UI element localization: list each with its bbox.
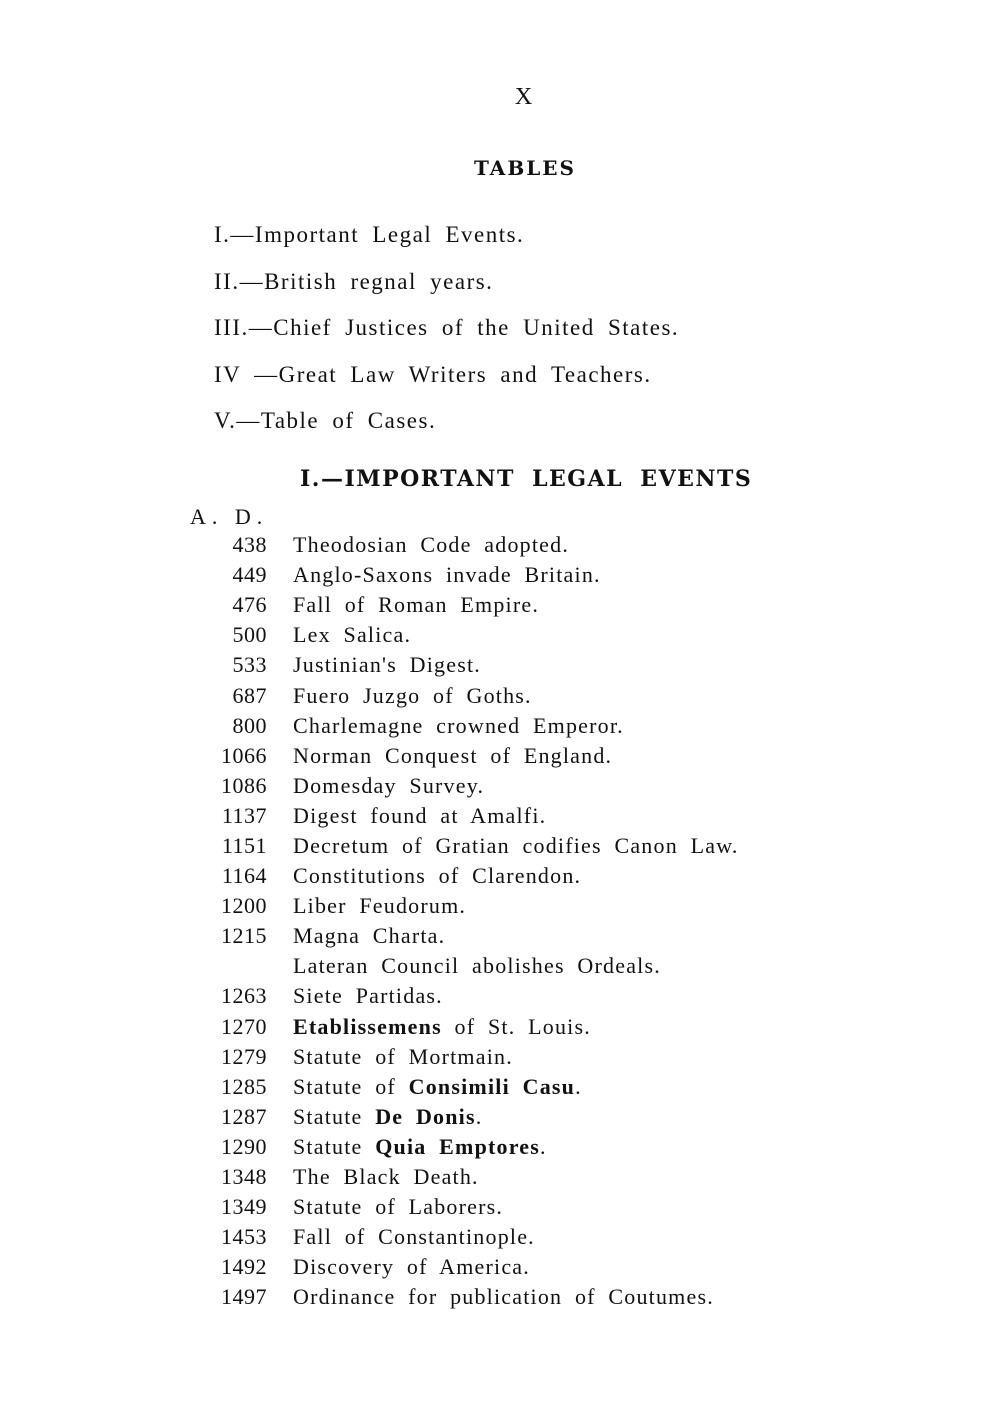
event-year: 1151 [221,832,267,858]
event-text-pre: Statute [293,1133,376,1159]
event-row [180,530,980,560]
event-row [180,891,980,921]
event-text [293,1134,547,1160]
event-row [180,981,980,1011]
era-label: A. D. [190,504,269,529]
event-text: Discovery of America. [293,1254,530,1280]
event-text: Fuero Juzgo of Goths. [293,682,532,708]
event-year: 1348 [221,1164,267,1190]
event-row [180,1042,980,1072]
event-text: Charlemagne crowned Emperor. [293,712,624,738]
event-row [180,1072,980,1102]
tables-heading: TABLES [474,156,576,180]
event-text: Justinian's Digest. [293,652,481,678]
event-row [180,1132,980,1162]
tables-list-item: IV —Great Law Writers and Teachers. [214,361,652,387]
event-text: Anglo-Saxons invade Britain. [293,562,601,588]
event-text-post: . [540,1133,547,1159]
event-row [180,741,980,771]
event-year: 1349 [221,1194,267,1220]
event-text: Ordinance for publication of Coutumes. [293,1284,714,1310]
event-text-post: . [475,1103,483,1129]
event-row [180,560,980,590]
event-text-emphasis: Etablissemens [293,1013,442,1039]
event-row [180,1102,980,1132]
event-text-post: . [575,1073,582,1099]
event-row [180,1012,980,1042]
event-text: Lex Salica. [293,622,412,648]
event-year: 1453 [221,1224,267,1250]
event-text-post: of St. Louis. [441,1013,591,1039]
event-year: 1200 [221,893,267,919]
event-text: Decretum of Gratian codifies Canon Law. [293,832,739,858]
event-text [293,1104,482,1130]
event-text [293,1074,582,1100]
event-text-emphasis: De Donis [375,1103,476,1129]
event-year: 1290 [221,1133,267,1159]
event-row [180,861,980,891]
event-text: Statute of Laborers. [293,1194,504,1220]
event-year: 500 [232,622,267,648]
tables-list-item: V.—Table of Cases. [214,408,437,433]
event-text: Domesday Survey. [293,772,485,798]
event-year: 449 [232,562,267,588]
event-year: 800 [232,712,267,738]
event-year: 1497 [221,1284,267,1310]
event-text: Theodosian Code adopted. [293,532,570,558]
event-row [180,1252,980,1282]
event-row [180,1222,980,1252]
event-text: Magna Charta. [293,923,446,949]
event-year: 1285 [221,1073,267,1099]
event-row [180,590,980,620]
event-year: 1263 [221,983,267,1009]
event-year: 1137 [221,802,267,828]
event-row [180,1162,980,1192]
event-text: Liber Feudorum. [293,893,467,919]
event-text-emphasis: Consimili Casu [408,1073,576,1099]
event-row [180,921,980,951]
event-text-pre: Statute [293,1103,376,1129]
event-text-pre: Statute of [293,1073,409,1099]
event-text: Fall of Roman Empire. [293,592,540,618]
event-text: Digest found at Amalfi. [293,802,547,828]
event-text: Siete Partidas. [293,983,443,1009]
event-text [293,1014,591,1040]
event-year: 1287 [221,1103,267,1129]
event-year: 1270 [221,1013,267,1039]
event-row [180,620,980,650]
event-text: Constitutions of Clarendon. [293,863,582,889]
event-year: 687 [232,682,267,708]
event-text-emphasis: Quia Emptores [375,1133,541,1159]
event-row [180,831,980,861]
event-text: The Black Death. [293,1164,479,1190]
event-row [180,951,980,981]
event-row [180,650,980,680]
event-year: 476 [232,592,267,618]
tables-list [214,222,679,455]
event-text: Fall of Constantinople. [293,1224,535,1250]
events-list [180,530,980,1312]
event-year: 438 [232,532,267,558]
event-year: 1066 [221,742,267,768]
tables-list-item: II.—British regnal years. [214,268,494,294]
event-row [180,711,980,741]
tables-list-item: III.—Chief Justices of the United States. [214,315,680,340]
event-year: 1492 [221,1254,267,1280]
event-year: 1164 [221,863,267,889]
event-year: 1279 [221,1043,267,1069]
event-row [180,801,980,831]
section-heading: I.—IMPORTANT LEGAL EVENTS [300,466,753,492]
event-year: 1215 [221,923,267,949]
event-text: Lateran Council abolishes Ordeals. [293,953,661,979]
event-row [180,1192,980,1222]
event-text: Norman Conquest of England. [293,742,613,768]
event-text: Statute of Mortmain. [293,1043,513,1069]
event-row [180,1282,980,1312]
event-row [180,771,980,801]
event-year: 533 [232,652,267,678]
page-number: X [514,84,534,110]
event-row [180,680,980,710]
tables-list-item: I.—Important Legal Events. [214,222,525,247]
event-year: 1086 [221,772,267,798]
